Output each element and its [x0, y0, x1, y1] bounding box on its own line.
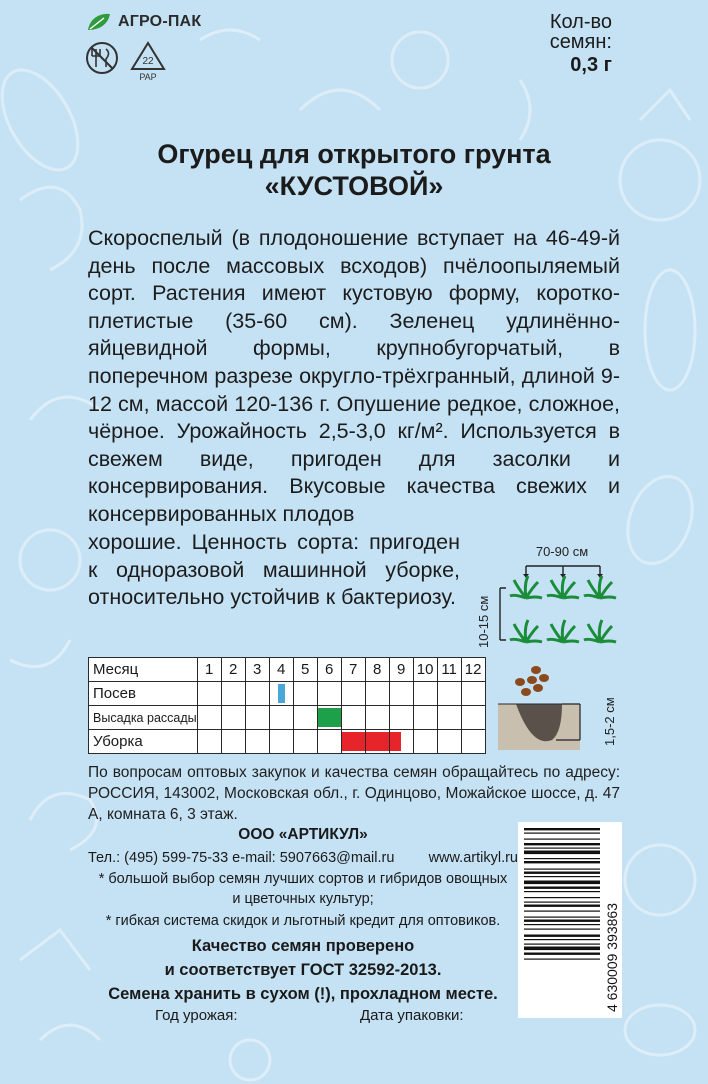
calendar-mark: [278, 684, 285, 703]
calendar-mark: [318, 708, 341, 727]
brand: [86, 12, 201, 32]
barcode-bar: [524, 905, 600, 907]
calendar-cell: [413, 730, 437, 754]
calendar-month-11: 11: [437, 658, 461, 682]
calendar-mark: [366, 732, 389, 751]
barcode-bar: [524, 917, 600, 918]
calendar-cell: [269, 682, 293, 706]
barcode-bar: [524, 911, 600, 912]
calendar-cell: [245, 730, 269, 754]
barcode-bar: [524, 861, 600, 863]
calendar-month-6: 6: [317, 658, 341, 682]
barcode-bar: [524, 891, 600, 892]
calendar-cell: [341, 730, 365, 754]
barcode-bar: [524, 939, 600, 940]
sowing-calendar: [88, 657, 486, 754]
barcode-bar: [524, 924, 600, 925]
calendar-row: [89, 730, 486, 754]
bullet-2: * гибкая система скидок и льготный кредит для оптовиков.: [105, 913, 501, 929]
barcode-bar: [524, 929, 600, 930]
barcode-bar: [524, 947, 600, 951]
calendar-month-label: Месяц: [89, 658, 198, 682]
calendar-cell: [365, 730, 389, 754]
calendar-cell: [437, 730, 461, 754]
calendar-cell: [317, 682, 341, 706]
recycle-mark: [128, 40, 168, 82]
phone-email: Тел.: (495) 599-75-33 e-mail: 5907663@mail.ru: [88, 850, 395, 866]
barcode-bar: [524, 876, 600, 877]
seed-depth-diagram: [496, 660, 622, 760]
calendar-row: [89, 706, 486, 730]
calendar-month-2: 2: [221, 658, 245, 682]
calendar-cell: [461, 730, 485, 754]
calendar-cell: [293, 682, 317, 706]
calendar-cell: [365, 682, 389, 706]
website-link[interactable]: www.artikyl.ru: [428, 850, 518, 866]
barcode-bar: [524, 935, 600, 937]
calendar-cell: [269, 706, 293, 730]
calendar-mark: [390, 732, 402, 751]
quantity-label-1: Кол-во: [549, 11, 612, 33]
barcode-bar: [524, 858, 600, 859]
calendar-month-5: 5: [293, 658, 317, 682]
barcode-bar: [524, 881, 600, 885]
calendar-cell: [197, 706, 221, 730]
calendar-cell: [221, 682, 245, 706]
barcode-bar: [524, 851, 600, 855]
title-line-1: Огурец для открытого грунта: [157, 139, 551, 169]
barcode-bar: [524, 828, 600, 830]
planting-scheme: [470, 540, 620, 652]
barcode-bar: [524, 887, 600, 889]
recycle-material: PAP: [139, 72, 157, 82]
calendar-cell: [341, 706, 365, 730]
barcode-bar: [524, 959, 600, 960]
not-for-food-icon: [84, 40, 120, 76]
title-line-2: «КУСТОВОЙ»: [264, 171, 444, 201]
plant-spacing-label: 10-15 см: [476, 595, 491, 648]
depth-label: 1,5-2 см: [602, 697, 617, 746]
barcode-bar: [524, 843, 600, 845]
calendar-cell: [341, 682, 365, 706]
eco-marks: [84, 40, 168, 82]
product-title: [0, 138, 708, 202]
barcode-bar: [524, 839, 600, 840]
calendar-cell: [389, 706, 413, 730]
company-name: ООО «АРТИКУЛ»: [238, 826, 368, 843]
barcode-bar: [524, 902, 600, 903]
barcode-bar: [524, 869, 600, 870]
calendar-mark: [342, 732, 365, 751]
calendar-row-label: Высадка рассады: [89, 706, 198, 730]
calendar-cell: [389, 730, 413, 754]
brand-name: АГРО-ПАК: [118, 13, 202, 30]
calendar-cell: [197, 730, 221, 754]
calendar-row: [89, 682, 486, 706]
contact-info: По вопросам оптовых закупок и качества семян обращайтесь по адресу: РОССИЯ, 143002, Московская обл., г. Одинцово, Можайское шоссе, д. 47 А, комната 6, 3 этаж.: [88, 764, 620, 823]
phone-row: [88, 848, 518, 868]
barcode-bar: [524, 897, 600, 898]
quantity-value: 0,3 г: [570, 54, 612, 76]
calendar-cell: [317, 706, 341, 730]
calendar-month-9: 9: [389, 658, 413, 682]
barcode-bar: [524, 848, 600, 849]
barcode: [518, 822, 622, 1018]
seed-quantity: [492, 12, 612, 78]
calendar-cell: [269, 730, 293, 754]
calendar-month-7: 7: [341, 658, 365, 682]
calendar-month-3: 3: [245, 658, 269, 682]
calendar-month-1: 1: [197, 658, 221, 682]
leaf-logo-icon: [86, 12, 112, 32]
calendar-row-label: Посев: [89, 682, 198, 706]
barcode-bar: [524, 944, 600, 945]
calendar-cell: [413, 706, 437, 730]
calendar-cell: [437, 706, 461, 730]
calendar-cell: [245, 682, 269, 706]
seedling-icon: [510, 576, 616, 642]
recycle-code: 22: [142, 56, 154, 67]
calendar-cell: [317, 730, 341, 754]
calendar-cell: [413, 682, 437, 706]
row-spacing-label: 70-90 см: [535, 544, 589, 559]
pack-date: Дата упаковки:: [360, 1007, 464, 1024]
description: Скороспелый (в плодоношение вступает на 46-49-й день после массовых всходов) пчёлоопыляемый сорт. Растения имеют кустовую форму, короткоплетистые (35-60 см). Зеленец удлинённо-яйцевидной формы, крупнобугорчатый, в поперечном разрезе округло-трёхгранный, длиной 9-12 см, массой 120-136 г. Опушение редкое, сложное, чёрное. Урожайность 2,5-3,0 кг/м². Используется в свежем виде, пригоден для засолки и консервирования. Вкусовые качества свежих и консервированных плодов: [88, 226, 620, 526]
calendar-month-12: 12: [461, 658, 485, 682]
calendar-cell: [221, 706, 245, 730]
barcode-bar: [524, 920, 600, 922]
bullet-1-line-1: * большой выбор семян лучших сортов и гибридов овощных: [98, 871, 508, 887]
quality-statement: [88, 934, 518, 1006]
calendar-cell: [461, 682, 485, 706]
calendar-month-10: 10: [413, 658, 437, 682]
calendar-cell: [389, 682, 413, 706]
calendar-cell: [221, 730, 245, 754]
calendar-month-8: 8: [365, 658, 389, 682]
barcode-bar: [524, 833, 600, 834]
quantity-label-2: семян:: [549, 31, 612, 53]
barcode-number: 4 630009 393863: [604, 903, 620, 1012]
calendar-header-row: [89, 658, 486, 682]
bullet-1-line-2: и цветочных культур;: [232, 891, 374, 907]
quality-line-1: Качество семян проверено: [191, 937, 415, 955]
calendar-cell: [293, 706, 317, 730]
barcode-bar: [524, 953, 600, 955]
calendar-cell: [365, 706, 389, 730]
calendar-cell: [461, 706, 485, 730]
calendar-cell: [197, 682, 221, 706]
quality-line-2: и соответствует ГОСТ 32592-2013.: [164, 961, 442, 979]
calendar-cell: [437, 682, 461, 706]
calendar-cell: [293, 730, 317, 754]
barcode-bar: [524, 872, 600, 874]
calendar-month-4: 4: [269, 658, 293, 682]
calendar-row-label: Уборка: [89, 730, 198, 754]
harvest-year: Год урожая:: [155, 1007, 238, 1024]
quality-line-3: Семена хранить в сухом (!), прохладном месте.: [108, 985, 498, 1003]
recycle-icon: [128, 40, 168, 72]
calendar-cell: [245, 706, 269, 730]
description-tail: хорошие. Ценность сорта: пригоден к одноразовой машинной уборке, относительно устойчив к бактериозу.: [88, 530, 460, 610]
